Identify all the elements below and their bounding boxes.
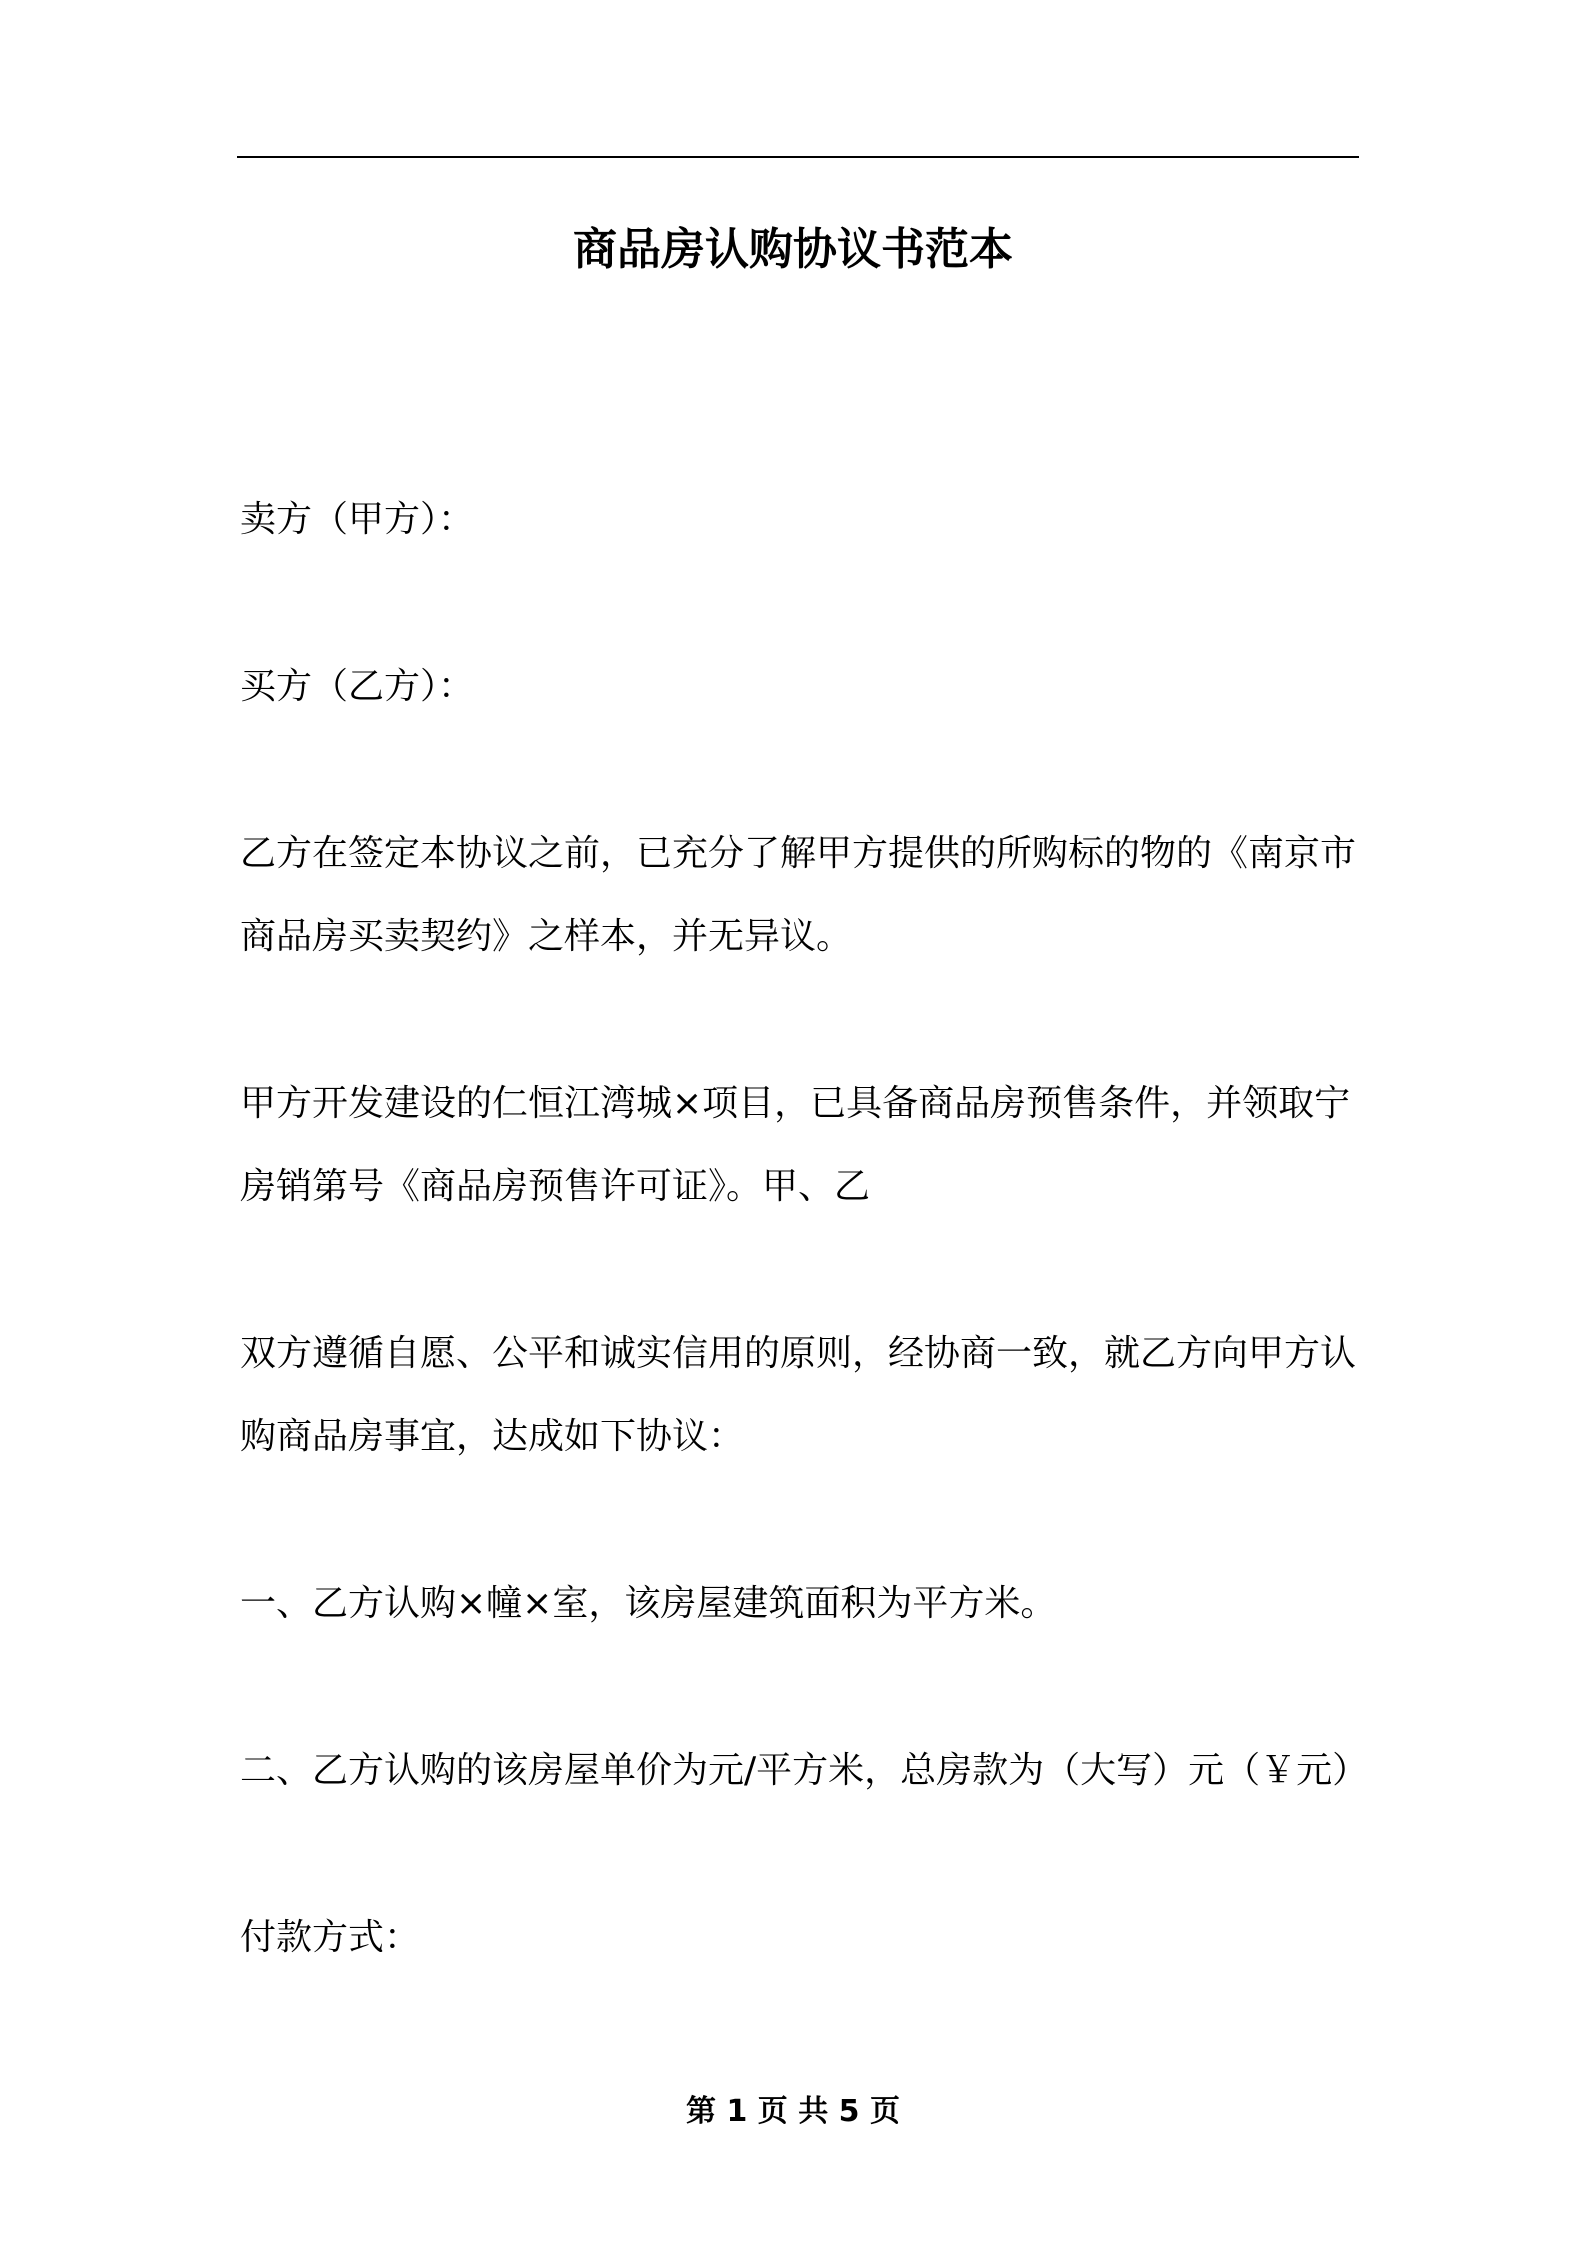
clause-one: 一、乙方认购×幢×室，该房屋建筑面积为平方米。 <box>240 1583 1057 1624</box>
paragraph-contract-sample: 乙方在签定本协议之前，已充分了解甲方提供的所购标的物的《南京市商品房买卖契约》之样本，并无异议。 <box>240 833 1357 957</box>
seller-line: 卖方（甲方）： <box>240 499 475 540</box>
page-footer: 第 1 页 共 5 页 <box>686 2094 900 2129</box>
header-rule <box>237 156 1359 158</box>
paragraph-principles: 双方遵循自愿、公平和诚实信用的原则，经协商一致，就乙方向甲方认购商品房事宜，达成如下协议： <box>240 1333 1357 1457</box>
buyer-line: 买方（乙方）： <box>240 666 475 707</box>
payment-method-label: 付款方式： <box>240 1917 421 1958</box>
clause-two: 二、乙方认购的该房屋单价为元/平方米，总房款为（大写）元（￥元） <box>240 1750 1369 1791</box>
paragraph-project-permit: 甲方开发建设的仁恒江湾城×项目，已具备商品房预售条件，并领取宁房销第号《商品房预售许可证》。甲、乙 <box>240 1083 1351 1207</box>
document-title: 商品房认购协议书范本 <box>573 224 1013 275</box>
